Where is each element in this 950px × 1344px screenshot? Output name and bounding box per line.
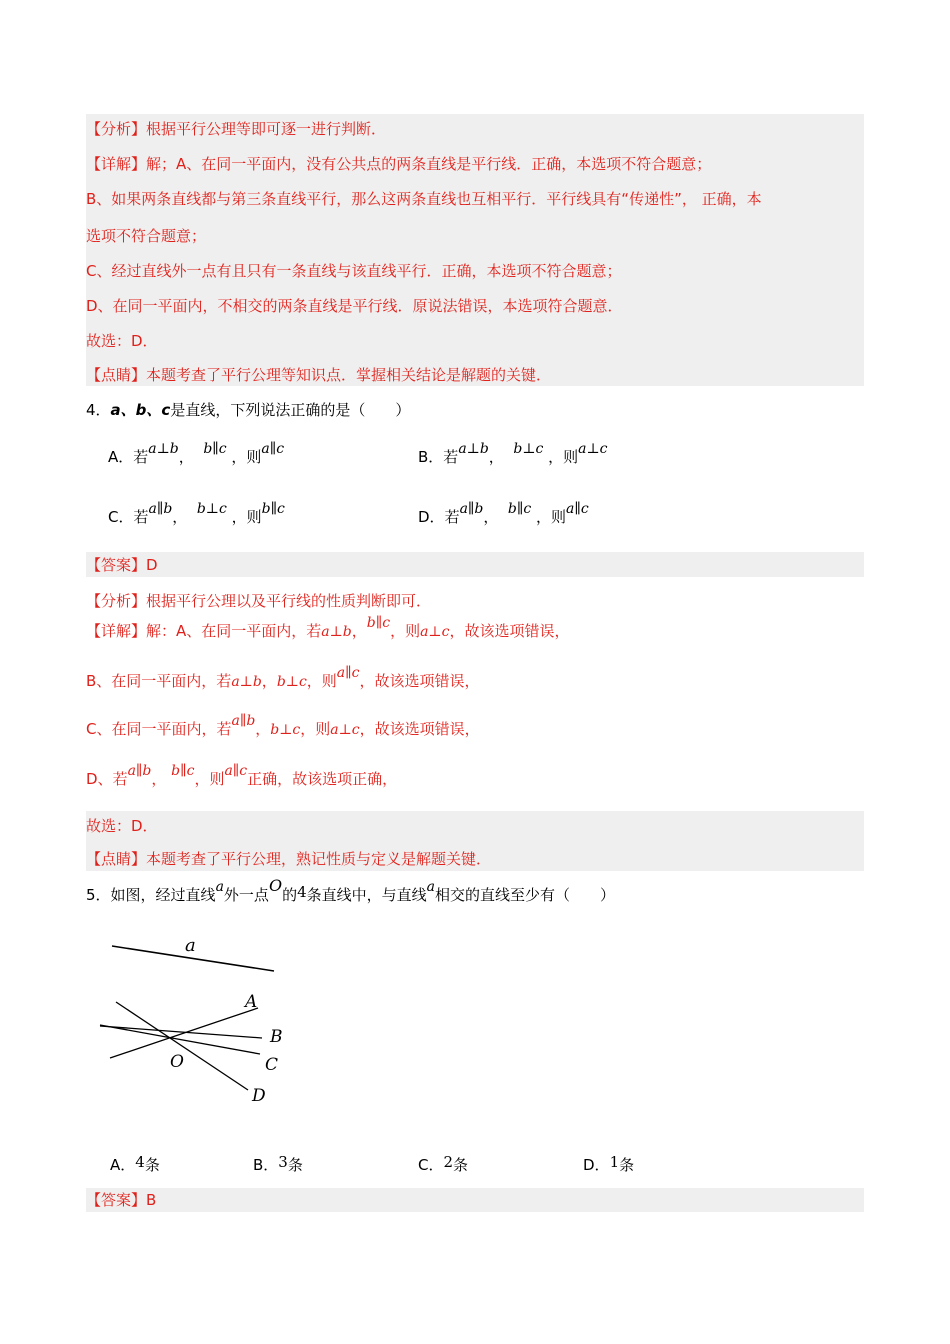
q5-option-c xyxy=(418,1154,468,1176)
q4-option-d xyxy=(418,501,589,529)
cond-2: b∥c xyxy=(366,615,391,631)
line-c-through-o xyxy=(100,1025,260,1054)
ruo: 若 xyxy=(133,448,149,466)
q5-number: 5． xyxy=(86,886,111,904)
result: a∥c xyxy=(336,665,360,681)
option-label: B． xyxy=(253,1156,279,1174)
ruo: 若 xyxy=(216,672,232,690)
result: a∥c xyxy=(566,501,589,517)
result: a⊥c xyxy=(330,722,360,738)
option-label: C． xyxy=(108,508,134,526)
cond-2: b⊥c xyxy=(270,722,301,738)
lead: B、在同一平面内， xyxy=(86,672,217,690)
number-4: 4 xyxy=(297,883,307,901)
then: ，则 xyxy=(300,720,331,738)
line-b-through-o xyxy=(100,1026,262,1038)
cond-1: a∥b xyxy=(231,713,256,729)
q3-detail-line-4: C、经过直线外一点有且只有一条直线与该直线平行．正确，本选项不符合题意； xyxy=(86,262,622,280)
q4-option-c xyxy=(108,501,285,529)
q4-comment: 【点睛】本题考查了平行公理，熟记性质与定义是解题关键． xyxy=(86,850,492,868)
tail: 正确，故该选项正确， xyxy=(247,770,398,788)
cond-2: b⊥c xyxy=(513,441,544,457)
option-label: A． xyxy=(110,1156,136,1174)
comma: ， xyxy=(151,770,167,788)
ruo: 若 xyxy=(216,720,232,738)
label-C: C xyxy=(265,1055,279,1075)
q5-stem xyxy=(86,876,864,907)
q4-number: 4． xyxy=(86,401,111,419)
then: ，则 xyxy=(548,448,579,466)
q4-stem-text: 是直线，下列说法正确的是（ ） xyxy=(170,401,411,419)
q3-analysis: 【分析】根据平行公理等即可逐一进行判断． xyxy=(86,120,387,138)
detail-head: 【详解】解：A、在同一平面内， xyxy=(86,622,307,640)
stem-part: 条直线中，与直线 xyxy=(306,886,427,904)
stem-part: 的 xyxy=(282,886,298,904)
q3-choice: 故选：D． xyxy=(86,332,158,350)
result: a∥c xyxy=(261,441,285,457)
cond-1: a∥b xyxy=(148,501,173,517)
q4-analysis: 【分析】根据平行公理以及平行线的性质判断即可． xyxy=(86,592,432,610)
ruo: 若 xyxy=(306,622,322,640)
ruo: 若 xyxy=(133,508,149,526)
option-number: 1 xyxy=(609,1153,620,1171)
comma: ， xyxy=(351,622,367,640)
option-label: C． xyxy=(418,1156,444,1174)
tail: ，故该选项错误， xyxy=(449,622,570,640)
option-unit: 条 xyxy=(619,1156,635,1174)
cond-2: b⊥c xyxy=(196,501,227,517)
tail: ，故该选项错误， xyxy=(359,672,480,690)
ruo: 若 xyxy=(112,770,128,788)
cond-2: b⊥c xyxy=(276,674,307,690)
cond-1: a∥b xyxy=(127,763,152,779)
ruo: 若 xyxy=(444,508,460,526)
option-number: 4 xyxy=(135,1153,145,1171)
comma: ， xyxy=(483,508,499,526)
then: ，则 xyxy=(194,770,225,788)
lead: C、在同一平面内， xyxy=(86,720,217,738)
q3-detail-line-1: 【详解】解；A、在同一平面内，没有公共点的两条直线是平行线．正确，本选项不符合题意； xyxy=(86,155,712,173)
comma: ， xyxy=(178,448,194,466)
then: ，则 xyxy=(306,672,337,690)
q4-answer: 【答案】D xyxy=(86,556,158,574)
then: ，则 xyxy=(390,622,421,640)
q4-option-a xyxy=(108,441,285,469)
q5-figure xyxy=(90,930,310,1110)
result: b∥c xyxy=(261,501,285,517)
option-number: 3 xyxy=(278,1153,288,1171)
line-d-through-o xyxy=(116,1002,248,1090)
comma: ， xyxy=(255,720,271,738)
then: ，则 xyxy=(231,448,262,466)
var-a: a xyxy=(426,879,435,895)
q5-answer: 【答案】B xyxy=(86,1191,157,1209)
then: ，则 xyxy=(535,508,566,526)
stem-part: 相交的直线至少有（ ） xyxy=(435,886,616,904)
q4-variables: a、b、c xyxy=(110,401,171,419)
cond-1: a⊥b xyxy=(458,441,489,457)
option-label: D． xyxy=(583,1156,610,1174)
stem-part: 如图，经过直线 xyxy=(110,886,216,904)
label-B: B xyxy=(270,1027,283,1047)
comma: ， xyxy=(172,508,188,526)
cond-1: a⊥b xyxy=(231,674,262,690)
q3-detail-line-3: 选项不符合题意； xyxy=(86,227,207,245)
tail: ，故该选项错误， xyxy=(359,720,480,738)
q4-detail-a xyxy=(86,615,864,643)
option-unit: 条 xyxy=(144,1156,160,1174)
q4-detail-c xyxy=(86,713,864,741)
cond-2: b∥c xyxy=(507,501,532,517)
option-label: B． xyxy=(418,448,444,466)
q3-detail-line-5: D、在同一平面内，不相交的两条直线是平行线．原说法错误，本选项符合题意． xyxy=(86,297,623,315)
option-label: D． xyxy=(418,508,445,526)
then: ，则 xyxy=(231,508,262,526)
option-number: 2 xyxy=(443,1153,454,1171)
result: a⊥c xyxy=(420,624,450,640)
result: a⊥c xyxy=(578,441,608,457)
result: a∥c xyxy=(224,763,248,779)
option-label: A． xyxy=(108,448,134,466)
var-a: a xyxy=(215,879,224,895)
q4-detail-d xyxy=(86,763,864,791)
comma: ， xyxy=(261,672,277,690)
cond-1: a⊥b xyxy=(321,624,352,640)
cond-2: b∥c xyxy=(171,763,195,779)
cond-2: b∥c xyxy=(203,441,227,457)
q4-detail-b xyxy=(86,665,864,693)
q4-choice: 故选：D． xyxy=(86,817,158,835)
q4-option-b xyxy=(418,441,608,469)
cond-1: a⊥b xyxy=(148,441,179,457)
q5-option-a xyxy=(110,1154,160,1176)
q5-option-b xyxy=(253,1154,303,1176)
option-unit: 条 xyxy=(453,1156,469,1174)
label-a: a xyxy=(185,935,196,956)
comma: ， xyxy=(488,448,504,466)
cond-1: a∥b xyxy=(459,501,484,517)
q3-detail-line-2: B、如果两条直线都与第三条直线平行，那么这两条直线也互相平行．平行线具有“传递性”， 正确，本 xyxy=(86,190,762,208)
q5-option-d xyxy=(583,1154,634,1176)
label-A: A xyxy=(245,992,258,1012)
var-o: O xyxy=(268,876,283,895)
label-o: O xyxy=(170,1052,184,1072)
line-a-through-o xyxy=(110,1008,258,1058)
q4-stem xyxy=(86,399,864,421)
q3-comment: 【点睛】本题考查了平行公理等知识点．掌握相关结论是解题的关键． xyxy=(86,366,552,384)
stem-part: 外一点 xyxy=(223,886,269,904)
option-unit: 条 xyxy=(287,1156,303,1174)
ruo: 若 xyxy=(443,448,459,466)
label-D: D xyxy=(252,1086,266,1106)
lead: D、 xyxy=(86,770,113,788)
